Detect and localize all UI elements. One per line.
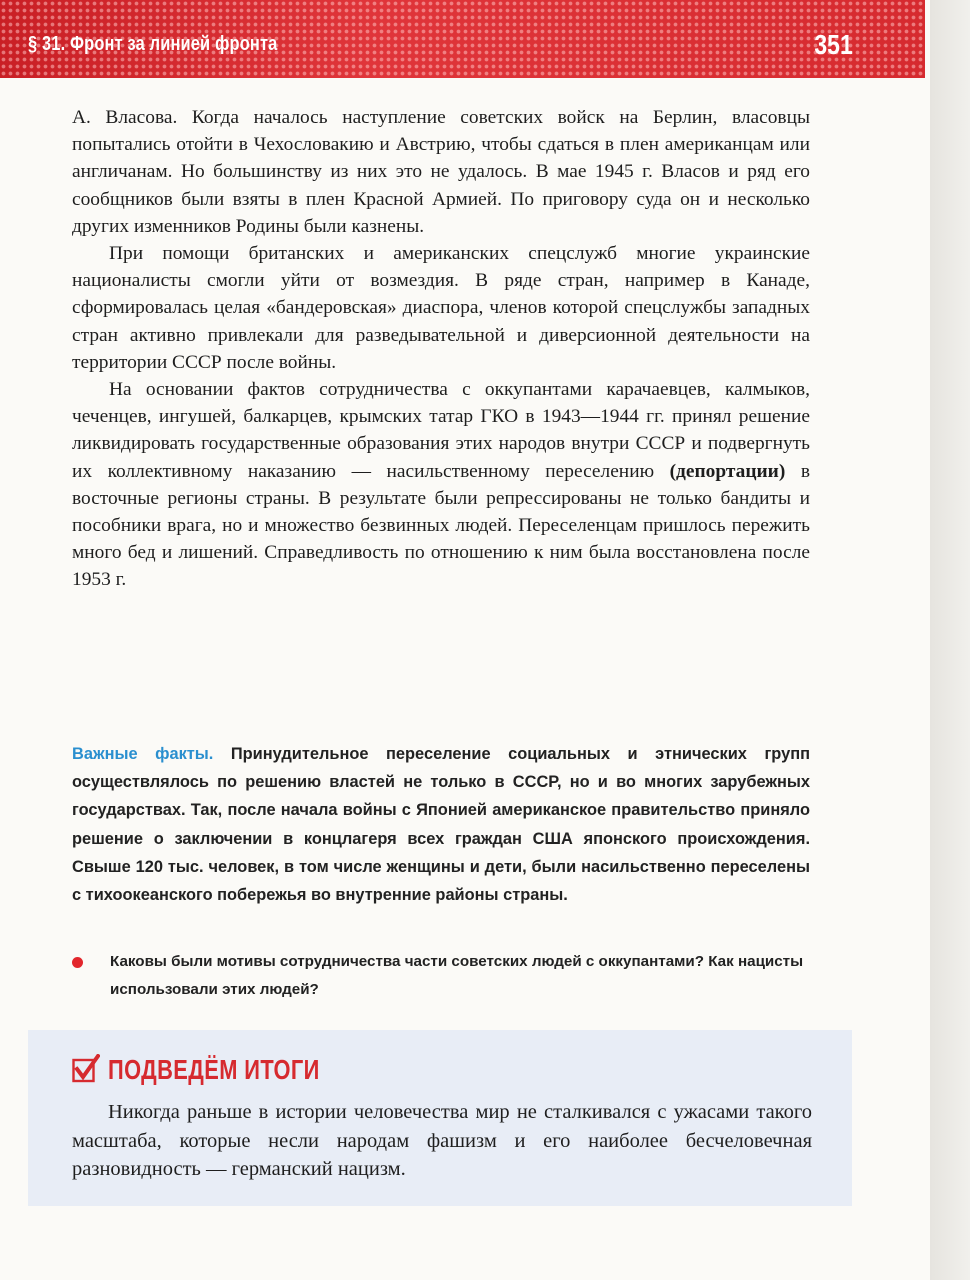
summary-text (72, 1098, 812, 1184)
red-bullet-icon (72, 957, 83, 968)
paragraph-1: А. Власова. Когда началось наступление советских войск на Берлин, власовцы попытались отойти в Чехословакию и Австрию, чтобы сдаться в плен американцам или англичанам. Но большинству из них это не удалось. В мае 1945 г. Власов и ряд его сообщников были взяты в плен Красной Армией. По приговору суда он и несколько других изменников Родины были казнены. (72, 107, 810, 237)
checkmark-box-icon (72, 1054, 100, 1084)
important-facts-label: Важные факты. (72, 745, 214, 763)
summary-title: ПОДВЕДЁМ ИТОГИ (108, 1054, 320, 1085)
paragraph-3-start: На основании фактов сотрудничества с оккупантами карачаевцев, калмыков, чеченцев, ингушей, балкарцев, крымских татар ГКО в 1943—1944 гг. принял решение ликвидировать государственные образования этих народов внутри СССР и подвергнуть их коллективному наказанию — насильственному переселению (72, 379, 810, 482)
section-title: § 31. Фронт за линией фронта (28, 33, 278, 55)
term-deportation: (депортации) (669, 460, 786, 482)
paragraph-2: При помощи британских и американских спецслужб многие украинские националисты смогли уйти от возмездия. В ряде стран, например в Канаде, сформировалась целая «бандеровская» диаспора, членов которой спецслужбы западных стран активно привлекали для разведывательной и диверсионной деятельности на территории СССР после войны. (72, 243, 810, 373)
paragraph-3-end: в восточные регионы страны. В результате были репрессированы не только бандиты и пособники врага, но и множество безвинных людей. Переселенцам пришлось пережить много бед и лишений. Справедливость по отношению к ним была восстановлена после 1953 г. (72, 460, 810, 591)
main-text (72, 104, 810, 594)
page-header (0, 0, 925, 78)
paragraph-3 (72, 376, 810, 594)
important-facts-text: Принудительное переселение социальных и этнических групп осуществлялось по решению властей не только в СССР, но и во многих зарубежных государствах. Так, после начала войны с Японией американское правительство приняло решение о заключении в концлагеря всех граждан США японского происхождения. Свыше 120 тыс. человек, в том числе женщины и дети, были насильственно переселены с тихоокеанского побережья во внутренние районы страны. (72, 745, 810, 905)
important-facts-block (72, 740, 810, 909)
review-question (72, 948, 812, 1003)
page-edge (930, 0, 970, 1280)
review-question-text: Каковы были мотивы сотрудничества части советских людей с оккупантами? Как нацисты использовали этих людей? (110, 953, 804, 998)
summary-paragraph: Никогда раньше в истории человечества мир не сталкивался с ужасами такого масштаба, которые несли народам фашизм и его наиболее бесчеловечная разновидность — германский нацизм. (72, 1101, 812, 1180)
summary-box (28, 1030, 852, 1206)
page-number: 351 (814, 29, 853, 60)
